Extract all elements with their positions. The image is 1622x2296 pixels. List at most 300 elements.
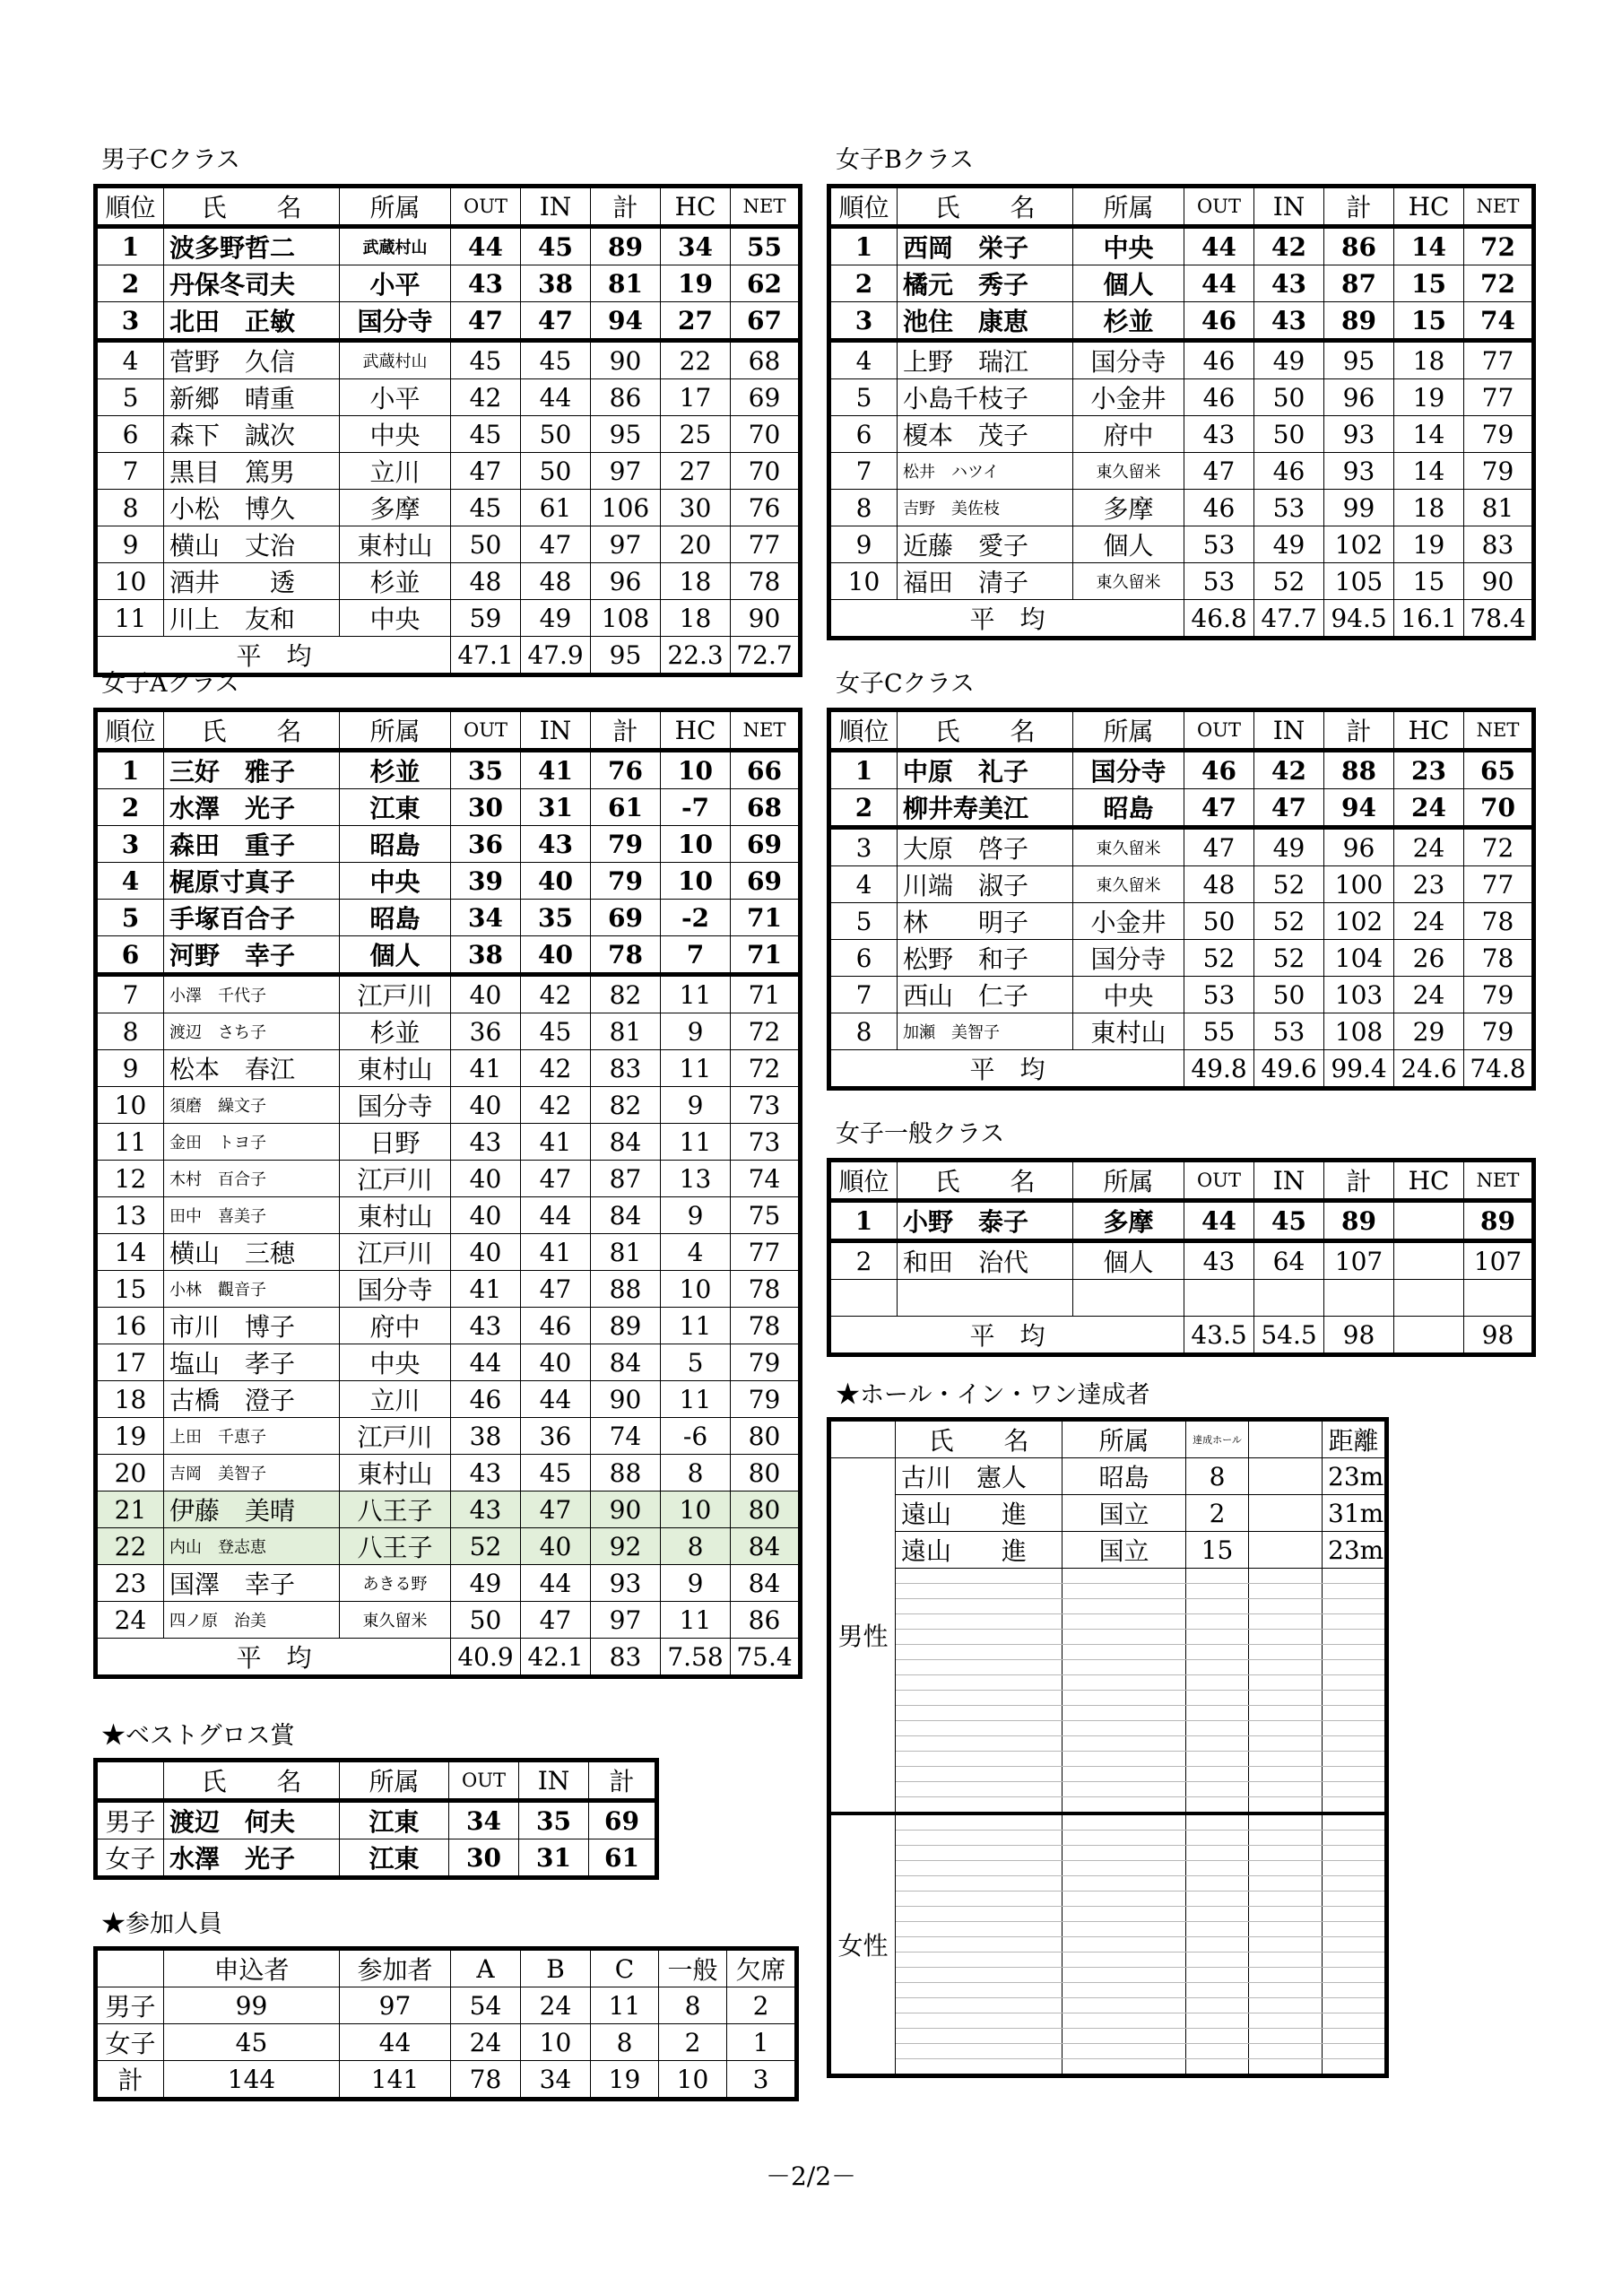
- women-c-title: 女子Cクラス: [836, 670, 975, 698]
- cell-name: 福田 清子: [898, 563, 1073, 600]
- average-value: 24.6: [1394, 1050, 1464, 1089]
- men-c-table: [93, 184, 802, 677]
- cell-out: 44: [451, 1344, 521, 1381]
- blank-cell: [896, 2044, 1063, 2059]
- blank-cell: [1323, 1599, 1387, 1614]
- table-row: [96, 1234, 801, 1271]
- page-number: －2/2－: [765, 2161, 857, 2191]
- cell-in: 43: [1254, 302, 1324, 341]
- cell-in: 40: [521, 863, 591, 900]
- blank-cell: [896, 1569, 1063, 1584]
- cell-name: 小澤 千代子: [164, 975, 340, 1013]
- table-row: [96, 1455, 801, 1492]
- table-row: [96, 1013, 801, 1050]
- cell-in: 50: [1254, 977, 1324, 1013]
- header-total: 計: [1324, 187, 1394, 227]
- header-name: 氏 名: [898, 710, 1073, 751]
- cell-out: 46: [1184, 490, 1254, 526]
- header-cell: 参加者: [340, 1949, 451, 1987]
- cell-club: 東村山: [340, 1050, 451, 1087]
- cell-in: 49: [1254, 341, 1324, 379]
- cell-club: 国分寺: [340, 1271, 451, 1308]
- cell-total: 81: [591, 1234, 661, 1271]
- blank-cell: [1063, 1937, 1186, 1952]
- cell-in: 50: [1254, 416, 1324, 453]
- cell-in: 49: [521, 600, 591, 637]
- table-row: [96, 1124, 801, 1161]
- cell-hc: 5: [661, 1344, 731, 1381]
- table-row: [96, 227, 801, 265]
- cell-total: 84: [591, 1344, 661, 1381]
- blank-cell: [1063, 1752, 1186, 1767]
- header-name: 氏 名: [898, 1161, 1073, 1201]
- cell-total: 88: [591, 1271, 661, 1308]
- cell-value: 3: [727, 2061, 797, 2100]
- blank-cell: [896, 1846, 1063, 1861]
- blank-cell: [1249, 1645, 1323, 1660]
- cell-total: 95: [591, 416, 661, 453]
- cell-total: 74: [591, 1418, 661, 1455]
- cell-rank: 3: [96, 826, 164, 863]
- cell-net: 81: [1464, 490, 1534, 526]
- cell-name: 渡辺 さち子: [164, 1013, 340, 1050]
- cell-out: 43: [451, 1124, 521, 1161]
- blank-cell: [896, 2013, 1063, 2029]
- blank-row: [829, 1937, 1387, 1952]
- average-value: 98: [1464, 1317, 1534, 1355]
- blank-row: [829, 1630, 1387, 1645]
- cell-rank: 20: [96, 1455, 164, 1492]
- blank-cell: [1063, 1675, 1186, 1691]
- cell-hc: -7: [661, 789, 731, 826]
- table-row: [96, 1801, 657, 1839]
- cell-hc: 18: [1394, 490, 1464, 526]
- table-row: [96, 526, 801, 563]
- average-label: 平 均: [829, 600, 1184, 639]
- header-rank: 順位: [96, 710, 164, 751]
- cell-club: 中央: [1073, 977, 1184, 1013]
- cell-club: 個人: [1073, 265, 1184, 302]
- cell-rank: 11: [96, 600, 164, 637]
- cell-net: 78: [731, 1271, 801, 1308]
- blank-cell: [896, 1706, 1063, 1721]
- header-row: [96, 187, 801, 227]
- blank-cell: [1063, 1721, 1186, 1736]
- cell-name: 木村 百合子: [164, 1161, 340, 1197]
- cell-net: 90: [731, 600, 801, 637]
- cell-value: 24: [451, 2024, 521, 2061]
- cell-value: 渡辺 何夫: [164, 1801, 340, 1839]
- cell-rank: 11: [96, 1124, 164, 1161]
- cell-club: 小平: [340, 265, 451, 302]
- cell-value: 45: [164, 2024, 340, 2061]
- cell-total: 82: [591, 1087, 661, 1124]
- cell-name: 森田 重子: [164, 826, 340, 863]
- cell-out: 47: [1184, 789, 1254, 828]
- male-group-label: 男性: [829, 1458, 896, 1814]
- cell-blank: [1249, 1495, 1323, 1532]
- cell-net: 80: [731, 1455, 801, 1492]
- average-value: 47.9: [521, 637, 591, 675]
- cell-out: 45: [451, 490, 521, 526]
- table-row: [96, 1492, 801, 1528]
- blank-cell: [1249, 1569, 1323, 1584]
- cell-value: 10: [521, 2024, 591, 2061]
- women-c-table: [827, 708, 1536, 1091]
- header-name: 氏 名: [164, 710, 340, 751]
- cell-club: 東村山: [340, 1197, 451, 1234]
- cell-hc: 24: [1394, 903, 1464, 940]
- cell-name: 四ノ原 治美: [164, 1602, 340, 1639]
- cell-net: 74: [731, 1161, 801, 1197]
- cell-name: 柳井寿美江: [898, 789, 1073, 828]
- cell-out: 46: [1184, 379, 1254, 416]
- blank-cell: [896, 1876, 1063, 1892]
- cell-in: 46: [521, 1308, 591, 1344]
- blank-cell: [1249, 1983, 1323, 1998]
- blank-cell: [896, 1584, 1063, 1599]
- blank-cell: [1186, 1876, 1249, 1892]
- blank-cell: [1249, 2059, 1323, 2076]
- blank-cell: [1186, 1998, 1249, 2013]
- blank-row: [829, 1599, 1387, 1614]
- header-club: 所属: [1063, 1420, 1186, 1458]
- blank-cell: [1063, 1846, 1186, 1861]
- cell-hc: 9: [661, 1013, 731, 1050]
- blank-cell: [1249, 1937, 1323, 1952]
- cell-rank: 6: [829, 416, 898, 453]
- cell-in: 36: [521, 1418, 591, 1455]
- cell-club: 東久留米: [1073, 453, 1184, 490]
- blank-cell: [896, 1767, 1063, 1782]
- blank-cell: [1186, 1892, 1249, 1907]
- cell-club: 武蔵村山: [340, 227, 451, 265]
- table-row: [96, 751, 801, 789]
- blank-cell: [1323, 2013, 1387, 2029]
- cell-hc: 23: [1394, 751, 1464, 789]
- average-row: [96, 637, 801, 675]
- cell-blank: [1249, 1458, 1323, 1495]
- women-general-table: [827, 1158, 1536, 1357]
- cell-in: 44: [521, 1381, 591, 1418]
- cell-rank: 7: [96, 975, 164, 1013]
- blank-cell: [896, 1998, 1063, 2013]
- cell-net: 74: [1464, 302, 1534, 341]
- cell-hc: 11: [661, 1050, 731, 1087]
- average-value: 7.58: [661, 1639, 731, 1677]
- table-row: [829, 751, 1534, 789]
- header-distance: 距離: [1323, 1420, 1387, 1458]
- header-net: NET: [1464, 1161, 1534, 1201]
- cell-name: 横山 三穂: [164, 1234, 340, 1271]
- cell-rank: 6: [829, 940, 898, 977]
- blank-row: [829, 1782, 1387, 1797]
- header-cell: 一般: [659, 1949, 727, 1987]
- cell-distance: 23m: [1323, 1532, 1387, 1569]
- cell-in: 52: [1254, 940, 1324, 977]
- blank-cell: [1249, 1721, 1323, 1736]
- blank-cell: [1186, 2044, 1249, 2059]
- cell-rank: 3: [829, 828, 898, 866]
- header-hc: HC: [1394, 710, 1464, 751]
- average-value: 16.1: [1394, 600, 1464, 639]
- cell-value: 34: [521, 2061, 591, 2100]
- cell-name: 金田 トヨ子: [164, 1124, 340, 1161]
- table-row: [96, 563, 801, 600]
- cell-hc: 18: [661, 600, 731, 637]
- cell-out: 41: [451, 1050, 521, 1087]
- cell-out: 50: [451, 526, 521, 563]
- cell-net: 79: [731, 1381, 801, 1418]
- blank-cell: [1073, 1280, 1184, 1317]
- cell-net: 80: [731, 1418, 801, 1455]
- cell-total: 69: [591, 900, 661, 936]
- cell-rank: 2: [829, 789, 898, 828]
- header-hc: HC: [661, 710, 731, 751]
- cell-in: 41: [521, 751, 591, 789]
- blank-cell: [896, 1630, 1063, 1645]
- blank-cell: [1063, 2029, 1186, 2044]
- blank-cell: [1063, 1952, 1186, 1968]
- cell-rank: 4: [96, 863, 164, 900]
- table-row: [96, 1344, 801, 1381]
- blank-cell: [1063, 1998, 1186, 2013]
- cell-name: 古橋 澄子: [164, 1381, 340, 1418]
- cell-in: 40: [521, 936, 591, 975]
- table-row: [96, 1839, 657, 1878]
- header-club: 所属: [1073, 1161, 1184, 1201]
- cell-rank: 1: [96, 227, 164, 265]
- cell-net: 79: [1464, 416, 1534, 453]
- header-rank: 順位: [829, 187, 898, 227]
- blank-cell: [1249, 1599, 1323, 1614]
- cell-value: 54: [451, 1987, 521, 2024]
- header-total: 計: [1324, 710, 1394, 751]
- table-row: [829, 977, 1534, 1013]
- cell-distance: 23m: [1323, 1458, 1387, 1495]
- blank-cell: [1186, 1675, 1249, 1691]
- cell-hc: 10: [661, 826, 731, 863]
- blank-cell: [896, 1797, 1063, 1814]
- cell-in: 48: [521, 563, 591, 600]
- cell-rank: 17: [96, 1344, 164, 1381]
- cell-name: 北田 正敏: [164, 302, 340, 341]
- cell-in: 47: [521, 302, 591, 341]
- blank-row: [829, 1752, 1387, 1767]
- cell-rank: 9: [96, 1050, 164, 1087]
- blank-cell: [1323, 1922, 1387, 1937]
- cell-hc: 14: [1394, 453, 1464, 490]
- cell-net: 75: [731, 1197, 801, 1234]
- cell-hc: 17: [661, 379, 731, 416]
- blank-cell: [896, 1721, 1063, 1736]
- cell-in: 50: [521, 416, 591, 453]
- blank-cell: [1063, 1584, 1186, 1599]
- cell-out: 43: [451, 1308, 521, 1344]
- table-row: [96, 2024, 797, 2061]
- blank-cell: [1063, 1831, 1186, 1846]
- cell-rank: 7: [829, 453, 898, 490]
- cell-total: 87: [1324, 265, 1394, 302]
- header-in: IN: [1254, 187, 1324, 227]
- cell-name: 水澤 光子: [164, 789, 340, 826]
- blank-cell: [1249, 1998, 1323, 2013]
- cell-total: 97: [591, 453, 661, 490]
- blank-cell: [1323, 1660, 1387, 1675]
- header-out: OUT: [1184, 710, 1254, 751]
- cell-total: 93: [1324, 453, 1394, 490]
- cell-name: 遠山 進: [896, 1495, 1063, 1532]
- table-row: [96, 789, 801, 826]
- blank-cell: [1063, 1736, 1186, 1752]
- cell-label: 男子: [96, 1987, 164, 2024]
- cell-hc: 11: [661, 975, 731, 1013]
- header-row: [96, 710, 801, 751]
- cell-hc: 19: [1394, 379, 1464, 416]
- cell-hc: 8: [661, 1455, 731, 1492]
- cell-net: 77: [1464, 379, 1534, 416]
- cell-club: 武蔵村山: [340, 341, 451, 379]
- header-out: OUT: [1184, 1161, 1254, 1201]
- cell-in: 41: [521, 1234, 591, 1271]
- cell-name: 須磨 繰文子: [164, 1087, 340, 1124]
- header-blank: [96, 1761, 164, 1801]
- header-total: 計: [591, 187, 661, 227]
- cell-hc: 24: [1394, 828, 1464, 866]
- blank-cell: [1249, 2044, 1323, 2059]
- blank-cell: [1063, 1782, 1186, 1797]
- table-row: [829, 828, 1534, 866]
- cell-total: 90: [591, 341, 661, 379]
- blank-cell: [1323, 2029, 1387, 2044]
- blank-cell: [1323, 1706, 1387, 1721]
- cell-hc: 11: [661, 1602, 731, 1639]
- cell-out: 47: [451, 302, 521, 341]
- average-value: 43.5: [1184, 1317, 1254, 1355]
- table-row: [96, 1418, 801, 1455]
- blank-cell: [1186, 1691, 1249, 1706]
- blank-cell: [1063, 1599, 1186, 1614]
- hole-in-one-wrap: [827, 1417, 1389, 2078]
- blank-cell: [1323, 1983, 1387, 1998]
- cell-total: 86: [591, 379, 661, 416]
- cell-club: 国分寺: [1073, 940, 1184, 977]
- header-row: [829, 710, 1534, 751]
- cell-out: 46: [451, 1381, 521, 1418]
- cell-out: 30: [451, 789, 521, 826]
- cell-total: 83: [591, 1050, 661, 1087]
- blank-cell: [898, 1280, 1073, 1317]
- header-in: IN: [521, 187, 591, 227]
- blank-cell: [896, 1599, 1063, 1614]
- cell-club: 昭島: [1073, 789, 1184, 828]
- blank-cell: [1186, 1861, 1249, 1876]
- blank-cell: [1323, 1782, 1387, 1797]
- cell-total: 82: [591, 975, 661, 1013]
- cell-club: 立川: [340, 1381, 451, 1418]
- women-b-title: 女子Bクラス: [836, 146, 975, 174]
- cell-in: 47: [521, 1161, 591, 1197]
- blank-cell: [896, 2029, 1063, 2044]
- blank-cell: [1063, 1892, 1186, 1907]
- header-row: [829, 1161, 1534, 1201]
- header-total: 計: [591, 710, 661, 751]
- blank-cell: [896, 1614, 1063, 1630]
- table-row: [96, 1987, 797, 2024]
- blank-cell: [1186, 1660, 1249, 1675]
- cell-rank: 2: [829, 265, 898, 302]
- cell-name: 榎本 茂子: [898, 416, 1073, 453]
- cell-name: 上田 千恵子: [164, 1418, 340, 1455]
- participants-title: ★参加人員: [101, 1910, 222, 1938]
- men-c-title: 男子Cクラス: [101, 146, 240, 174]
- cell-out: 50: [1184, 903, 1254, 940]
- cell-name: 小林 觀音子: [164, 1271, 340, 1308]
- table-row: [829, 1013, 1534, 1050]
- cell-hc: [1394, 1201, 1464, 1241]
- blank-cell: [1063, 1922, 1186, 1937]
- table-row: [96, 1528, 801, 1565]
- blank-cell: [896, 1675, 1063, 1691]
- cell-in: 40: [521, 1528, 591, 1565]
- cell-value: 61: [589, 1839, 657, 1878]
- table-row: [829, 563, 1534, 600]
- cell-total: 108: [591, 600, 661, 637]
- cell-net: 80: [731, 1492, 801, 1528]
- cell-club: 中央: [1073, 227, 1184, 265]
- cell-net: 78: [731, 563, 801, 600]
- cell-hc: 10: [661, 1492, 731, 1528]
- blank-cell: [1323, 1813, 1387, 1831]
- blank-cell: [1249, 1782, 1323, 1797]
- participants-table: [93, 1946, 799, 2101]
- cell-hc: -6: [661, 1418, 731, 1455]
- cell-value: 2: [727, 1987, 797, 2024]
- cell-name: 三好 雅子: [164, 751, 340, 789]
- table-row: [96, 1197, 801, 1234]
- blank-cell: [1249, 1922, 1323, 1937]
- cell-in: 47: [1254, 789, 1324, 828]
- cell-net: 68: [731, 789, 801, 826]
- cell-value: 69: [589, 1801, 657, 1839]
- women-b-table-wrap: [827, 184, 1536, 640]
- cell-net: 79: [1464, 977, 1534, 1013]
- cell-value: 19: [591, 2061, 659, 2100]
- cell-rank: 1: [96, 751, 164, 789]
- cell-rank: 9: [829, 526, 898, 563]
- blank-cell: [1249, 1907, 1323, 1922]
- table-row: [96, 1271, 801, 1308]
- cell-name: 国澤 幸子: [164, 1565, 340, 1602]
- cell-total: 104: [1324, 940, 1394, 977]
- cell-out: 47: [1184, 828, 1254, 866]
- cell-label: 女子: [96, 2024, 164, 2061]
- blank-cell: [896, 1968, 1063, 1983]
- cell-net: 70: [1464, 789, 1534, 828]
- cell-name: 川上 友和: [164, 600, 340, 637]
- cell-in: 38: [521, 265, 591, 302]
- cell-value: 44: [340, 2024, 451, 2061]
- header-name: 氏 名: [164, 1761, 340, 1801]
- blank-cell: [1249, 1630, 1323, 1645]
- cell-total: 107: [1324, 1241, 1394, 1280]
- blank-cell: [1186, 1767, 1249, 1782]
- cell-net: 73: [731, 1124, 801, 1161]
- cell-total: 90: [591, 1492, 661, 1528]
- blank-cell: [896, 1952, 1063, 1968]
- blank-row: [829, 1922, 1387, 1937]
- cell-rank: 7: [96, 453, 164, 490]
